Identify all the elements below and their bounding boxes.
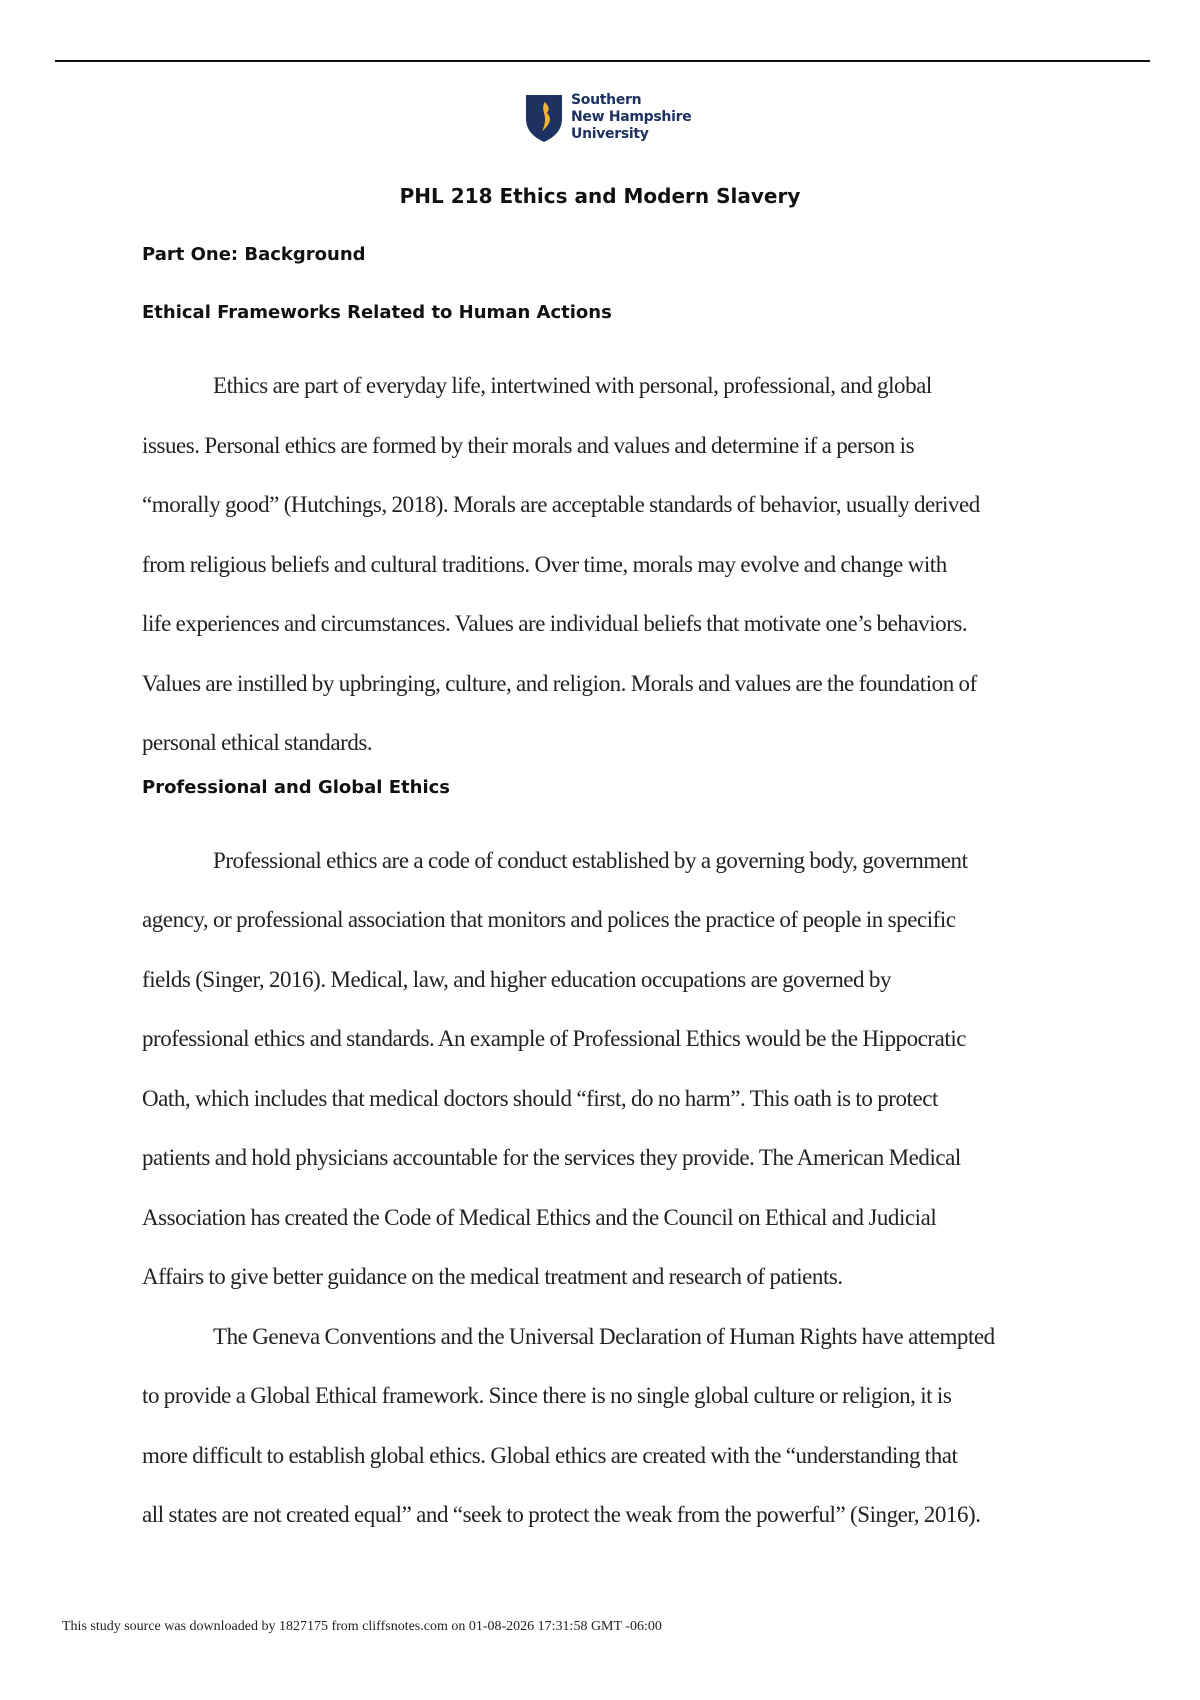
- document-body: [142, 240, 1072, 1545]
- text-line: The Geneva Conventions and the Universal Declaration of Human Rights have attempted: [213, 1323, 995, 1349]
- text-line: professional ethics and standards. An example of Professional Ethics would be the Hippocratic: [142, 1026, 967, 1051]
- section-heading-professional-global: Professional and Global Ethics: [142, 776, 450, 798]
- text-line: personal ethical standards.: [142, 730, 373, 755]
- text-line: all states are not created equal” and “seek to protect the weak from the powerful” (Singer, 2016).: [142, 1502, 981, 1527]
- text-line: more difficult to establish global ethics. Global ethics are created with the “understanding that: [142, 1442, 958, 1468]
- text-line: “morally good” (Hutchings, 2018). Morals are acceptable standards of behavior, usually derived: [142, 492, 980, 517]
- logo-line-3: University: [571, 126, 649, 142]
- part-heading: Part One: Background: [142, 244, 366, 265]
- paragraph-global-ethics: [142, 1307, 1072, 1545]
- logo-line-1: Southern: [571, 92, 642, 108]
- document-title: PHL 218 Ethics and Modern Slavery: [399, 184, 801, 208]
- paragraph-personal-ethics: [142, 356, 1072, 773]
- text-line: Association has created the Code of Medical Ethics and the Council on Ethical and Judicial: [142, 1204, 937, 1230]
- university-logo: [525, 92, 691, 143]
- text-line: Oath, which includes that medical doctors should “first, do no harm”. This oath is to protect: [142, 1085, 938, 1111]
- text-line: life experiences and circumstances. Values are individual beliefs that motivate one’s behaviors.: [142, 611, 968, 636]
- text-line: Ethics are part of everyday life, intertwined with personal, professional, and global: [213, 373, 932, 398]
- download-watermark: This study source was downloaded by 1827175 from cliffsnotes.com on 01-08-2026 17:31:58 GMT -06:00: [62, 1619, 662, 1634]
- text-line: from religious beliefs and cultural traditions. Over time, morals may evolve and change with: [142, 551, 947, 577]
- shield-icon: [525, 93, 563, 143]
- text-line: agency, or professional association that monitors and polices the practice of people in specific: [142, 907, 956, 932]
- logo-wordmark: [571, 92, 691, 143]
- header-rule: [55, 60, 1150, 62]
- text-line: issues. Personal ethics are formed by their morals and values and determine if a person is: [142, 432, 915, 458]
- text-line: Values are instilled by upbringing, culture, and religion. Morals and values are the foundation of: [142, 670, 977, 696]
- text-line: fields (Singer, 2016). Medical, law, and higher education occupations are governed by: [142, 966, 891, 992]
- text-line: to provide a Global Ethical framework. Since there is no single global culture or religion, it is: [142, 1383, 952, 1408]
- section-heading-ethical-frameworks: Ethical Frameworks Related to Human Actions: [142, 302, 612, 323]
- text-line: patients and hold physicians accountable for the services they provide. The American Medical: [142, 1145, 961, 1170]
- text-line: Professional ethics are a code of conduct established by a governing body, government: [213, 847, 968, 873]
- paragraph-professional-ethics: [142, 831, 1072, 1307]
- logo-line-2: New Hampshire: [571, 109, 692, 125]
- text-line: Affairs to give better guidance on the medical treatment and research of patients.: [142, 1264, 843, 1289]
